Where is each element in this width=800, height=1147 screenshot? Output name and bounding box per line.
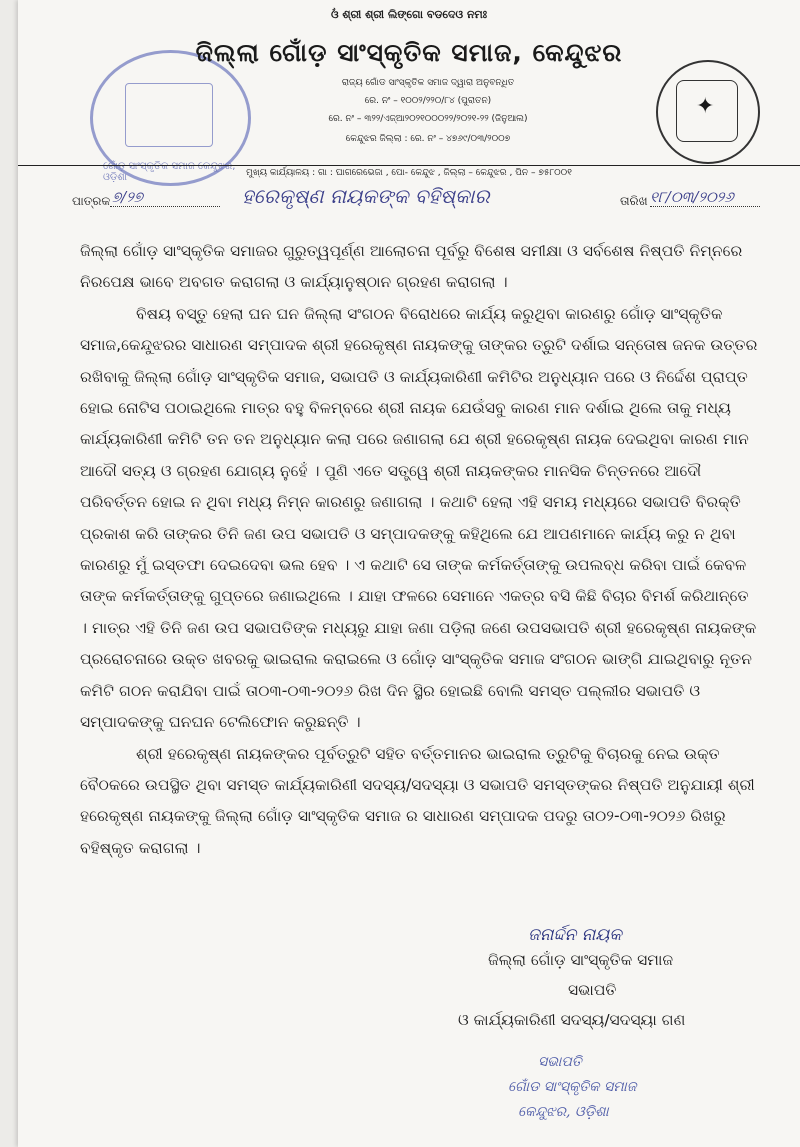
paragraph-1: ଜିଲ୍ଲା ଗୋଁଡ଼ ସାଂସ୍କୃତିକ ସମାଜର ଗୁରୁତ୍ୱପୂର୍ଣ୍ଣ ଆଲୋଚନା ପୂର୍ବରୁ ବିଶେଷ ସମୀକ୍ଷା ଓ ସର୍ବଶେଷ ନିଷ୍ପତି ନିମ୍ନରେ ନିରପେକ୍ଷ ଭାବେ ଅବଗତ କରାଗଲା ଓ କାର୍ଯ୍ୟାନୁଷ୍ଠାନ ଗ୍ରହଣ କରାଗଲା । xyxy=(80,242,743,292)
emblem-logo xyxy=(656,60,760,164)
registration-line-1: ରେ. ନଂ – ୧୦୦୨/୨୨୦/୮୪ (ପୁରାତନ) xyxy=(364,96,492,106)
invocation-line: ଓଁ ଶ୍ରୀ ଶ୍ରୀ ଲିଙ୍ଗୋ ବଡଦେଓ ନମଃ xyxy=(330,8,488,21)
reference-label: ପାତ୍ରକ xyxy=(72,194,111,208)
stamp-caption: ଗୋଁଡ଼ ସାଂସ୍କୃତିକ ସମାଜ କେନ୍ଦୁଝର, ଓଡ଼ିଶା xyxy=(103,161,236,183)
signature-org-line: ଜିଲ୍ଲା ଗୋଁଡ଼ ସାଂସ୍କୃତିକ ସମାଜ xyxy=(488,951,674,969)
date-dotted-line xyxy=(650,206,760,207)
seal-line-1: ସଭାପତି xyxy=(538,1054,582,1070)
reference-line xyxy=(72,184,772,209)
handwritten-signature: ଜନାର୍ଦ୍ଦନ ନାୟକ xyxy=(528,925,622,945)
reference-number: ୭/୨୭ xyxy=(112,188,143,206)
signature-role-line: ସଭାପତି xyxy=(568,981,617,999)
official-seal xyxy=(488,1050,636,1125)
paragraph-2: ବିଷୟ ବସ୍ତୁ ହେଲା ଘନ ଘନ ଜିଲ୍ଲା ସଂଗଠନ ବିରୋଧରେ କାର୍ଯ୍ୟ କରୁଥିବା କାରଣରୁ ଗୋଁଡ଼ ସାଂସ୍କୃତିକ ସମାଜ,କେନ୍ଦୁଝରର ସାଧାରଣ ସମ୍ପାଦକ ଶ୍ରୀ ହରେକୃଷ୍ଣ ନାୟକଙ୍କୁ ତାଙ୍କର ତ୍ରୁଟି ଦର୍ଶାଇ ସନ୍ତୋଷ ଜନକ ଉତ୍ତର ରଖିବାକୁ ଜିଲ୍ଲା ଗୋଁଡ଼ ସାଂସ୍କୃତିକ ସମାଜ, ସଭାପତି ଓ କାର୍ଯ୍ୟକାରିଣୀ କମିଟିର ଅନୁଧ୍ୟାନ ପରେ ଓ ନିର୍ଦ୍ଦେଶ ପ୍ରାପ୍ତ ହୋଇ ନୋଟିସ ପଠାଇଥିଲେ ମାତ୍ର ବହୁ ବିଳମ୍ବରେ ଶ୍ରୀ ନାୟକ ଯେଉଁସବୁ କାରଣ ମାନ ଦର୍ଶାଇ ଥିଲେ ତାକୁ ମଧ୍ୟ କାର୍ଯ୍ୟକାରିଣୀ କମିଟି ତନ ତନ ଅନୁଧ୍ୟାନ କଲା ପରେ ଜଣାଗଲା ଯେ ଶ୍ରୀ ହରେକୃଷ୍ଣ ନାୟକ ଦେଇଥିବା କାରଣ ମାନ ଆଦୌ ସତ୍ୟ ଓ ଗ୍ରହଣ ଯୋଗ୍ୟ ନୁହେଁ । ପୁଣି ଏତେ ସତ୍ତ୍ୱେ ଶ୍ରୀ ନାୟକଙ୍କର ମାନସିକ ଚିନ୍ତନରେ ଆଦୌ ପରିବର୍ତ୍ତନ ହୋଇ ନ ଥିବା ମଧ୍ୟ ନିମ୍ନ କାରଣରୁ ଜଣାଗଲା । କଥାଟି ହେଲା ଏହି ସମୟ ମଧ୍ୟରେ ସଭାପତି ବିରକ୍ତି ପ୍ରକାଶ କରି ତାଙ୍କର ତିନି ଜଣ ଉପ ସଭାପତି ଓ ସମ୍ପାଦକଙ୍କୁ କହିଥିଲେ ଯେ ଆପଣମାନେ କାର୍ଯ୍ୟ କରୁ ନ ଥିବା କାରଣରୁ ମୁଁ ଇସ୍ତଫା ଦେଇଦେବା ଭଲ ହେବ । ଏ କଥାଟି ସେ ତାଙ୍କ କର୍ମକର୍ତ୍ତାଙ୍କୁ ଉପଲବ୍ଧ କରିବା ପାଇଁ କେବଳ ତାଙ୍କ କର୍ମକର୍ତ୍ତାଙ୍କୁ ଗୁପ୍ତରେ ଜଣାଇଥିଲେ । ଯାହା ଫଳରେ ସେମାନେ ଏକତ୍ର ବସି କିଛି ବିଚାର ବିମର୍ଶ କରିଥାନ୍ତେ । ମାତ୍ର ଏହି ତିନି ଜଣ ଉପ ସଭାପତିଙ୍କ ମଧ୍ୟରୁ ଯାହା ଜଣା ପଡ଼ିଲା ଜଣେ ଉପସଭାପତି ଶ୍ରୀ ହରେକୃଷ୍ଣ ନାୟକଙ୍କ ପ୍ରରୋଚନାରେ ଉକ୍ତ ଖବରକୁ ଭାଇରାଲ କରାଇଲେ ଓ ଗୋଁଡ଼ ସାଂସ୍କୃତିକ ସମାଜ ସଂଗଠନ ଭାଙ୍ଗି ଯାଇଥିବାରୁ ନୂତନ କମିଟି ଗଠନ କରାଯିବା ପାଇଁ ତା୦୩-୦୩-୨୦୨୬ ରିଖ ଦିନ ସ୍ଥିର ହୋଇଛି ବୋଲି ସମସ୍ତ ପଲ୍ଲୀର ସଭାପତି ଓ ସମ୍ପାଦକଙ୍କୁ ଘନଘନ ଟେଲିଫୋନ କରୁଛନ୍ତି । xyxy=(80,304,758,732)
stamp-inner-box xyxy=(125,83,213,147)
date-value: ୧୮/୦୩/୨୦୨୬ xyxy=(650,188,734,206)
subject-handwritten: ହରେକୃଷ୍ଣ ନାୟକଙ୍କ ବହିଷ୍କାର xyxy=(242,184,490,208)
emblem-symbol-icon: ✦ xyxy=(696,94,715,119)
address-strip xyxy=(18,165,800,178)
address-line: ମୁଖ୍ୟ କାର୍ଯ୍ୟାଳୟ : ଗା : ଘାଗରେଭେଜା , ପୋ- କେନ୍ଦୁଝ , ଜିଲ୍ଲା – କେନ୍ଦୁଝର , ପିନ – ୭୫୮୦୦୧ xyxy=(246,168,572,178)
signature-block xyxy=(458,925,788,1035)
letter-paper xyxy=(18,0,800,1147)
organization-title: ଜିଲ୍ଲା ଗୋଁଡ଼ ସାଂସ୍କୃତିକ ସମାଜ, କେନ୍ଦୁଝର xyxy=(195,38,623,67)
seal-line-2: ଗୋଁଡ ସାଂସ୍କୃତିକ ସମାଜ xyxy=(508,1079,637,1095)
registration-line-3: କେନ୍ଦୁଝର ଜିଲ୍ଲା : ରେ. ନଂ – ୪୭୬୯/୦୩/୨୦୦୭ xyxy=(345,134,511,144)
affiliation-line: ରାଜ୍ୟ ଗୋଁଡ ସାଂସ୍କୃତିକ ସମାଜ ଦ୍ୱାରା ଅନୁବନ୍ଧିତ xyxy=(341,78,515,88)
paragraph-3: ଶ୍ରୀ ହରେକୃଷ୍ଣ ନାୟକଙ୍କର ପୂର୍ବତ୍ରୁଟି ସହିତ ବର୍ତ୍ତମାନର ଭାଇରାଲ ତ୍ରୁଟିକୁ ବିଚାରକୁ ନେଇ ଉକ୍ତ ବୈଠକରେ ଉପସ୍ଥିତ ଥିବା ସମସ୍ତ କାର୍ଯ୍ୟକାରିଣୀ ସଦସ୍ୟ/ସଦସ୍ୟା ଓ ସଭାପତି ସମସ୍ତଙ୍କର ନିଷ୍ପତି ଅନୁଯାୟୀ ଶ୍ରୀ ହରେକୃଷ୍ଣ ନାୟକଙ୍କୁ ଜିଲ୍ଲା ଗୋଁଡ଼ ସାଂସ୍କୃତିକ ସମାଜ ର ସାଧାରଣ ସମ୍ପାଦକ ପଦରୁ ତା୦୨-୦୩-୨୦୨୬ ରିଖରୁ ବହିଷ୍କୃତ କରାଗଲା । xyxy=(80,744,755,857)
reference-dotted-line xyxy=(110,206,220,207)
registration-line-2: ରେ. ନଂ – ୩୨୨/ଏଜ୍ଆ୨୦୨୧୦୦୦୨୨/୨୦୨୧-୨୨ (ଜିନୁଆଲ) xyxy=(328,114,528,124)
letterhead xyxy=(18,0,800,182)
letter-body xyxy=(80,236,760,864)
seal-line-3: କେନ୍ଦୁଝର, ଓଡ଼ିଶା xyxy=(518,1104,609,1120)
signature-members-line: ଓ କାର୍ଯ୍ୟକାରିଣୀ ସଦସ୍ୟ/ସଦସ୍ୟା ଗଣ xyxy=(458,1011,686,1029)
date-label: ତାରିଖ xyxy=(620,194,648,208)
